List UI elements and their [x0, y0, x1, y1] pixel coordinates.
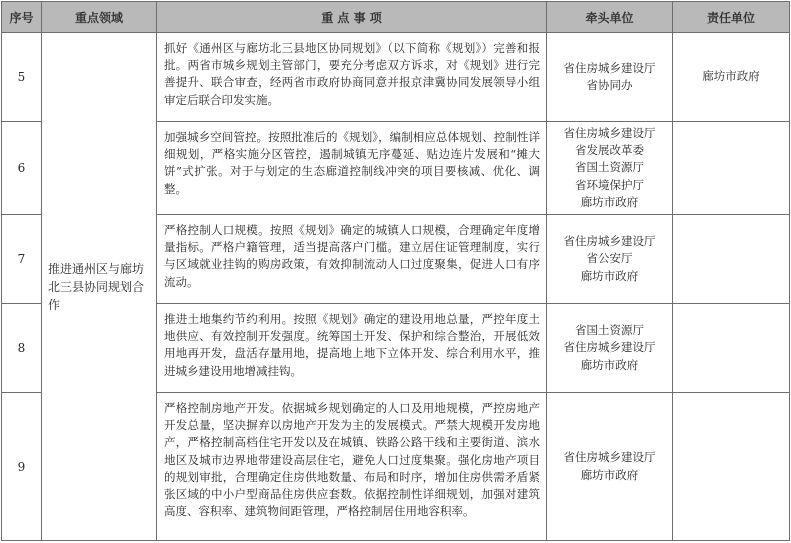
row-lead [547, 215, 673, 304]
row-item: 严格控制人口规模。按照《规划》确定的城镇人口规模，合理确定年度增量指标。严格户籍管理，适当提高落户门槛。建立居住证管理制度，实行与区域就业挂钩的购房政策，有效抑制流动人口过度聚集，促进人口有序流动。 [157, 215, 547, 304]
lead-unit: 省公安厅 [586, 251, 633, 266]
header-row [2, 2, 790, 33]
row-lead [547, 304, 673, 393]
row-item: 推进土地集约节约利用。按照《规划》确定的建设用地总量，严控年度土地供应、有效控制开发强度。统筹国土开发、保护和综合整治，开展低效用地再开发，盘活存量用地，提高地上地下立体开发、综合利用水平，推进城乡建设用地增减挂钩。 [157, 304, 547, 393]
lead-unit: 省协同办 [586, 78, 633, 92]
header-no: 序号 [2, 2, 42, 33]
row-lead [547, 33, 673, 122]
lead-unit: 廊坊市政府 [580, 268, 639, 283]
row-no: 6 [2, 122, 42, 215]
task-table [1, 1, 790, 541]
lead-unit: 省环境保护厅 [575, 177, 644, 192]
lead-unit: 省住房城乡建设厅 [563, 340, 656, 355]
focus-area: 推进通州区与廊坊北三县协同规划合作 [42, 33, 157, 541]
row-resp [673, 215, 790, 304]
lead-unit: 省国土资源厅 [575, 160, 644, 175]
row-no: 5 [2, 33, 42, 122]
lead-unit: 省住房城乡建设厅 [563, 234, 656, 249]
lead-unit: 省住房城乡建设厅 [563, 450, 656, 465]
row-resp [673, 304, 790, 393]
lead-unit: 廊坊市政府 [580, 194, 639, 209]
lead-unit: 省住房城乡建设厅 [563, 60, 656, 75]
header-item: 重 点 事 项 [157, 2, 547, 33]
lead-unit: 廊坊市政府 [580, 467, 639, 482]
row-no: 8 [2, 304, 42, 393]
row-lead [547, 393, 673, 541]
header-area: 重点领域 [42, 2, 157, 33]
row-resp: 廊坊市政府 [673, 33, 790, 122]
row-item: 严格控制房地产开发。依据城乡规划确定的人口及用地规模，严控房地产开发总量，坚决摒弃以房地产开发为主的发展模式。严禁大规模开发房地产，严格控制高档住宅开发以及在城镇、铁路公路干线和主要街道、滨水地区及城市边界地带建设高层住宅，避免人口过度集聚。强化房地产项目的规划审批，合理确定住房供地数量、布局和时序，增加住房供需矛盾紧张区域的中小户型商品住房供应套数。依据控制性详细规划，加强对建筑高度、容积率、建筑物间距管理，严格控制居住用地容积率。 [157, 393, 547, 541]
row-lead [547, 122, 673, 215]
lead-unit: 省国土资源厅 [575, 323, 644, 338]
header-resp: 责任单位 [673, 2, 790, 33]
lead-unit: 廊坊市政府 [580, 357, 639, 372]
row-no: 9 [2, 393, 42, 541]
row-resp [673, 122, 790, 215]
row-resp [673, 393, 790, 541]
lead-unit: 省住房城乡建设厅 [563, 125, 656, 140]
table-row [2, 33, 790, 122]
row-item: 加强城乡空间管控。按照批准后的《规划》，编制相应总体规划、控制性详细规划，严格实施分区管控，遏制城镇无序蔓延、贴边连片发展和“摊大饼”式扩张。对于与划定的生态廊道控制线冲突的项目要核减、优化、调整。 [157, 122, 547, 215]
header-lead: 牵头单位 [547, 2, 673, 33]
row-item: 抓好《通州区与廊坊北三县地区协同规划》（以下简称《规划》）完善和报批。两省市城乡规划主管部门，要充分考虑双方诉求，对《规划》进行完善提升、联合审查，经两省市政府协商同意并报京津冀协同发展领导小组审定后联合印发实施。 [157, 33, 547, 122]
lead-unit: 省发展改革委 [575, 143, 644, 158]
row-no: 7 [2, 215, 42, 304]
